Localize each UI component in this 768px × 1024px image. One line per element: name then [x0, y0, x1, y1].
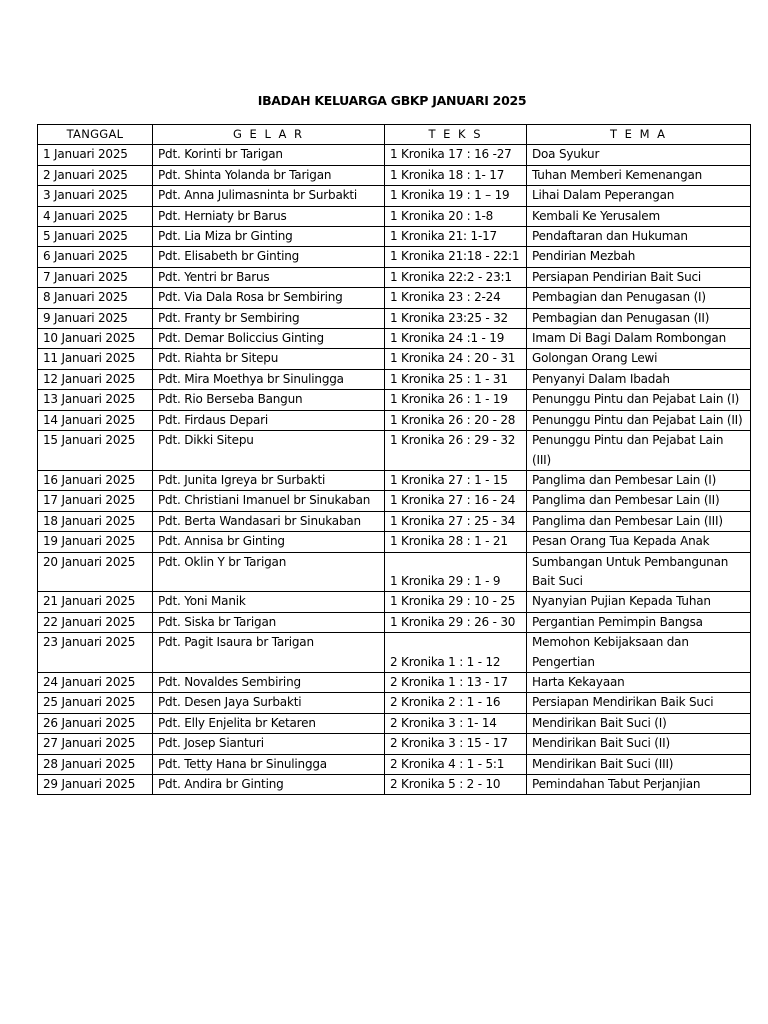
- cell-gelar: Pdt. Christiani Imanuel br Sinukaban: [153, 491, 385, 511]
- cell-tanggal: 2 Januari 2025: [38, 165, 153, 185]
- cell-tema: Persiapan Mendirikan Baik Suci: [527, 693, 751, 713]
- cell-tema: Panglima dan Pembesar Lain (II): [527, 491, 751, 511]
- cell-tanggal: 12 Januari 2025: [38, 369, 153, 389]
- cell-tema: Persiapan Pendirian Bait Suci: [527, 267, 751, 287]
- cell-tanggal: 9 Januari 2025: [38, 308, 153, 328]
- cell-teks: 1 Kronika 24 : 20 - 31: [385, 349, 527, 369]
- table-row: [38, 186, 751, 206]
- table-row: [38, 349, 751, 369]
- cell-teks: 1 Kronika 23:25 - 32: [385, 308, 527, 328]
- cell-gelar: Pdt. Demar Boliccius Ginting: [153, 329, 385, 349]
- document-title: IBADAH KELUARGA GBKP JANUARI 2025: [257, 93, 527, 108]
- cell-tanggal: 7 Januari 2025: [38, 267, 153, 287]
- cell-tanggal: 5 Januari 2025: [38, 227, 153, 247]
- cell-tema: Memohon Kebijaksaan dan Pengertian: [527, 633, 751, 673]
- header-gelar: G E L A R: [153, 125, 385, 145]
- cell-teks: 2 Kronika 5 : 2 - 10: [385, 775, 527, 795]
- header-tanggal: TANGGAL: [38, 125, 153, 145]
- cell-gelar: Pdt. Via Dala Rosa br Sembiring: [153, 288, 385, 308]
- cell-teks: 1 Kronika 29 : 1 - 9: [385, 552, 527, 592]
- table-row: [38, 267, 751, 287]
- cell-gelar: Pdt. Shinta Yolanda br Tarigan: [153, 165, 385, 185]
- table-row: [38, 288, 751, 308]
- cell-gelar: Pdt. Franty br Sembiring: [153, 308, 385, 328]
- cell-gelar: Pdt. Junita Igreya br Surbakti: [153, 470, 385, 490]
- table-row: [38, 672, 751, 692]
- cell-tema: Nyanyian Pujian Kepada Tuhan: [527, 592, 751, 612]
- cell-tanggal: 22 Januari 2025: [38, 612, 153, 632]
- cell-gelar: Pdt. Firdaus Depari: [153, 410, 385, 430]
- cell-gelar: Pdt. Mira Moethya br Sinulingga: [153, 369, 385, 389]
- cell-tema: Pendirian Mezbah: [527, 247, 751, 267]
- cell-gelar: Pdt. Desen Jaya Surbakti: [153, 693, 385, 713]
- cell-teks: 1 Kronika 27 : 16 - 24: [385, 491, 527, 511]
- cell-tanggal: 20 Januari 2025: [38, 552, 153, 592]
- cell-tema: Golongan Orang Lewi: [527, 349, 751, 369]
- table-row: [38, 775, 751, 795]
- cell-tema: Penunggu Pintu dan Pejabat Lain (II): [527, 410, 751, 430]
- cell-gelar: Pdt. Pagit Isaura br Tarigan: [153, 633, 385, 673]
- cell-tema: Tuhan Memberi Kemenangan: [527, 165, 751, 185]
- cell-teks: 1 Kronika 18 : 1- 17: [385, 165, 527, 185]
- cell-gelar: Pdt. Siska br Tarigan: [153, 612, 385, 632]
- cell-teks: 1 Kronika 26 : 29 - 32: [385, 431, 527, 471]
- cell-gelar: Pdt. Riahta br Sitepu: [153, 349, 385, 369]
- cell-tema: Penunggu Pintu dan Pejabat Lain (I): [527, 390, 751, 410]
- cell-teks: 1 Kronika 23 : 2-24: [385, 288, 527, 308]
- cell-teks: 1 Kronika 27 : 25 - 34: [385, 511, 527, 531]
- cell-teks: 1 Kronika 28 : 1 - 21: [385, 532, 527, 552]
- cell-gelar: Pdt. Yoni Manik: [153, 592, 385, 612]
- header-teks: T E K S: [385, 125, 527, 145]
- cell-tanggal: 10 Januari 2025: [38, 329, 153, 349]
- cell-teks: 1 Kronika 22:2 - 23:1: [385, 267, 527, 287]
- table-row: [38, 592, 751, 612]
- cell-teks: 1 Kronika 21:18 - 22:1: [385, 247, 527, 267]
- table-row: [38, 693, 751, 713]
- cell-tema: Pemindahan Tabut Perjanjian: [527, 775, 751, 795]
- cell-teks: 1 Kronika 19 : 1 – 19: [385, 186, 527, 206]
- cell-teks: 1 Kronika 26 : 20 - 28: [385, 410, 527, 430]
- cell-gelar: Pdt. Novaldes Sembiring: [153, 672, 385, 692]
- cell-teks: 1 Kronika 25 : 1 - 31: [385, 369, 527, 389]
- cell-tema: Lihai Dalam Peperangan: [527, 186, 751, 206]
- cell-tema: Pembagian dan Penugasan (I): [527, 288, 751, 308]
- cell-gelar: Pdt. Lia Miza br Ginting: [153, 227, 385, 247]
- cell-tema: Mendirikan Bait Suci (II): [527, 734, 751, 754]
- cell-tema: Imam Di Bagi Dalam Rombongan: [527, 329, 751, 349]
- cell-gelar: Pdt. Tetty Hana br Sinulingga: [153, 754, 385, 774]
- table-row: [38, 308, 751, 328]
- cell-tanggal: 25 Januari 2025: [38, 693, 153, 713]
- table-body: [38, 145, 751, 795]
- cell-tanggal: 8 Januari 2025: [38, 288, 153, 308]
- cell-gelar: Pdt. Josep Sianturi: [153, 734, 385, 754]
- header-tema: T E M A: [527, 125, 751, 145]
- cell-tanggal: 26 Januari 2025: [38, 713, 153, 733]
- table-row: [38, 612, 751, 632]
- cell-tanggal: 13 Januari 2025: [38, 390, 153, 410]
- cell-tanggal: 1 Januari 2025: [38, 145, 153, 165]
- cell-gelar: Pdt. Yentri br Barus: [153, 267, 385, 287]
- table-row: [38, 552, 751, 592]
- table-row: [38, 410, 751, 430]
- cell-tema: Kembali Ke Yerusalem: [527, 206, 751, 226]
- cell-gelar: Pdt. Herniaty br Barus: [153, 206, 385, 226]
- cell-tanggal: 11 Januari 2025: [38, 349, 153, 369]
- cell-gelar: Pdt. Anna Julimasninta br Surbakti: [153, 186, 385, 206]
- cell-tanggal: 18 Januari 2025: [38, 511, 153, 531]
- table-row: [38, 713, 751, 733]
- cell-teks: 1 Kronika 20 : 1-8: [385, 206, 527, 226]
- cell-tanggal: 16 Januari 2025: [38, 470, 153, 490]
- cell-tema: Penunggu Pintu dan Pejabat Lain (III): [527, 431, 751, 471]
- cell-tanggal: 28 Januari 2025: [38, 754, 153, 774]
- cell-teks: 1 Kronika 29 : 10 - 25: [385, 592, 527, 612]
- cell-gelar: Pdt. Elly Enjelita br Ketaren: [153, 713, 385, 733]
- table-row: [38, 165, 751, 185]
- cell-tanggal: 17 Januari 2025: [38, 491, 153, 511]
- cell-tema: Pergantian Pemimpin Bangsa: [527, 612, 751, 632]
- cell-tema: Pembagian dan Penugasan (II): [527, 308, 751, 328]
- cell-tema: Mendirikan Bait Suci (III): [527, 754, 751, 774]
- cell-teks: 2 Kronika 3 : 15 - 17: [385, 734, 527, 754]
- table-row: [38, 633, 751, 673]
- cell-tema: Doa Syukur: [527, 145, 751, 165]
- table-row: [38, 227, 751, 247]
- cell-teks: 2 Kronika 4 : 1 - 5:1: [385, 754, 527, 774]
- cell-tema: Pesan Orang Tua Kepada Anak: [527, 532, 751, 552]
- cell-gelar: Pdt. Annisa br Ginting: [153, 532, 385, 552]
- cell-gelar: Pdt. Oklin Y br Tarigan: [153, 552, 385, 592]
- cell-tanggal: 15 Januari 2025: [38, 431, 153, 471]
- cell-tanggal: 4 Januari 2025: [38, 206, 153, 226]
- cell-teks: 1 Kronika 29 : 26 - 30: [385, 612, 527, 632]
- cell-gelar: Pdt. Dikki Sitepu: [153, 431, 385, 471]
- cell-gelar: Pdt. Korinti br Tarigan: [153, 145, 385, 165]
- table-row: [38, 145, 751, 165]
- cell-tanggal: 19 Januari 2025: [38, 532, 153, 552]
- cell-tanggal: 3 Januari 2025: [38, 186, 153, 206]
- schedule-table: [37, 124, 751, 795]
- table-row: [38, 247, 751, 267]
- cell-gelar: Pdt. Berta Wandasari br Sinukaban: [153, 511, 385, 531]
- cell-teks: 1 Kronika 21: 1-17: [385, 227, 527, 247]
- cell-gelar: Pdt. Elisabeth br Ginting: [153, 247, 385, 267]
- table-row: [38, 754, 751, 774]
- cell-teks: 2 Kronika 2 : 1 - 16: [385, 693, 527, 713]
- cell-teks: 2 Kronika 1 : 1 - 12: [385, 633, 527, 673]
- cell-tanggal: 14 Januari 2025: [38, 410, 153, 430]
- cell-tema: Penyanyi Dalam Ibadah: [527, 369, 751, 389]
- cell-tema: Panglima dan Pembesar Lain (I): [527, 470, 751, 490]
- cell-teks: 1 Kronika 27 : 1 - 15: [385, 470, 527, 490]
- cell-tema: Mendirikan Bait Suci (I): [527, 713, 751, 733]
- cell-teks: 1 Kronika 17 : 16 -27: [385, 145, 527, 165]
- table-row: [38, 329, 751, 349]
- table-row: [38, 206, 751, 226]
- table-row: [38, 470, 751, 490]
- table-row: [38, 511, 751, 531]
- cell-tanggal: 6 Januari 2025: [38, 247, 153, 267]
- cell-tanggal: 23 Januari 2025: [38, 633, 153, 673]
- cell-tanggal: 24 Januari 2025: [38, 672, 153, 692]
- table-row: [38, 431, 751, 471]
- table-row: [38, 734, 751, 754]
- cell-gelar: Pdt. Andira br Ginting: [153, 775, 385, 795]
- cell-tema: Pendaftaran dan Hukuman: [527, 227, 751, 247]
- cell-teks: 1 Kronika 26 : 1 - 19: [385, 390, 527, 410]
- table-header-row: [38, 125, 751, 145]
- cell-tema: Sumbangan Untuk Pembangunan Bait Suci: [527, 552, 751, 592]
- cell-teks: 1 Kronika 24 :1 - 19: [385, 329, 527, 349]
- cell-tema: Harta Kekayaan: [527, 672, 751, 692]
- table-row: [38, 532, 751, 552]
- cell-gelar: Pdt. Rio Berseba Bangun: [153, 390, 385, 410]
- cell-tanggal: 27 Januari 2025: [38, 734, 153, 754]
- cell-tanggal: 29 Januari 2025: [38, 775, 153, 795]
- cell-teks: 2 Kronika 1 : 13 - 17: [385, 672, 527, 692]
- cell-tanggal: 21 Januari 2025: [38, 592, 153, 612]
- cell-teks: 2 Kronika 3 : 1- 14: [385, 713, 527, 733]
- table-row: [38, 390, 751, 410]
- cell-tema: Panglima dan Pembesar Lain (III): [527, 511, 751, 531]
- table-row: [38, 369, 751, 389]
- table-row: [38, 491, 751, 511]
